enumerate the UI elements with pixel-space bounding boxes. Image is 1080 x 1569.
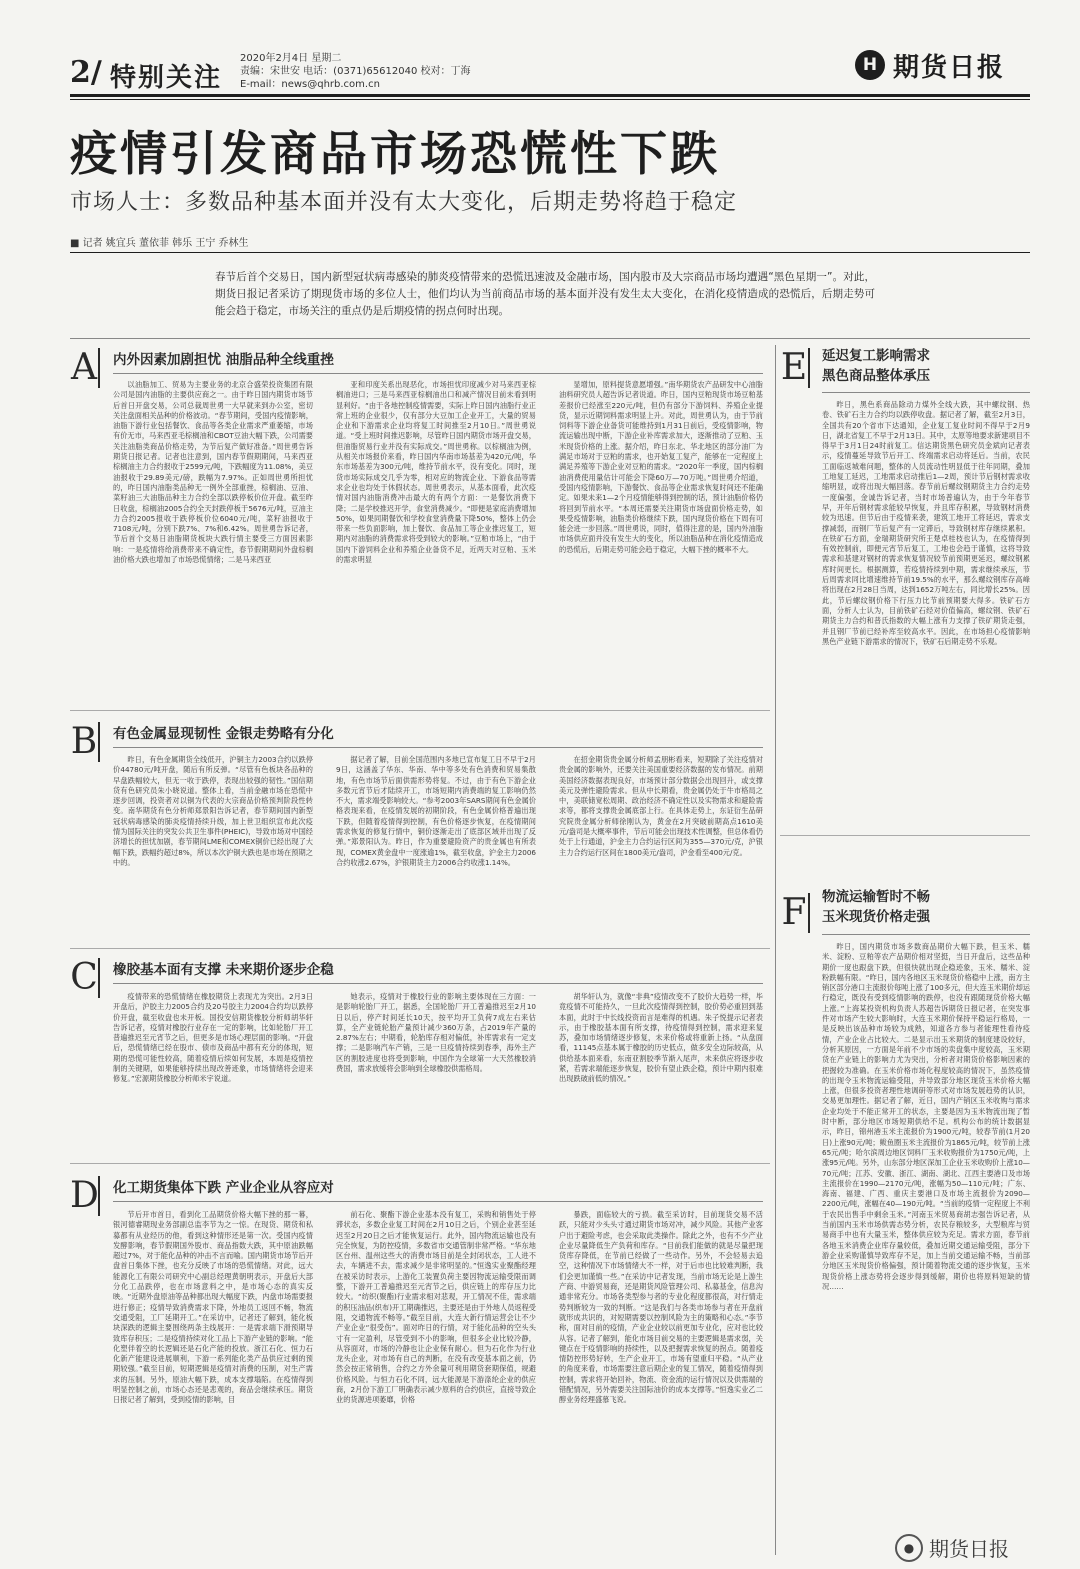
masthead — [855, 47, 1030, 83]
byline: ■ 记者 姚宜兵 董依菲 韩乐 王宁 乔林生 — [70, 238, 249, 249]
byline-rule — [70, 252, 1030, 253]
wechat-icon: ● — [895, 1534, 923, 1562]
section-b-column-2: 据记者了解，目前全国范围内多地已宣布复工日不早于2月9日，这涵盖了华东、华南、华中等多处有色消费和贸易集散地，有色市场节后面供需形势将复。不过，由于有色下游企业多数元宵节后才陆续开工，市场短期内消费端的复工影响仍然不大，需求端受影响较大。“参考2003年SARS期间有色金属价格表现来看，在疫情发展的初期阶段，有色金属价格普遍出现下跌，但随着疫情得到控制，有色价格逐步恢复，在疫情期间需求恢复的修复行情中，铜价逐渐走出了底部区域并出现了反弹。”郑景阳认为。昨日，作为重要避险资产的贵金属也有所表现，COMEX黄金盘中一度涨逾1%，截至收盘，沪金主力2006合约收涨2.67%，沪银期货主力2006合约收涨1.14%。 — [336, 755, 536, 867]
section-a-rule — [113, 373, 763, 374]
lead-rule — [70, 338, 1030, 339]
section-b-title: 有色金属显现韧性 金银走势略有分化 — [113, 726, 334, 742]
section-a-column-1: 以油脂加工、贸易为主要业务的北京合盛荣投资集团有限公司是国内油脂的主要供应商之一。由于昨日国内期货市场节后首日开盘交易，公司总裁周世勇一大早就来到办公室，密切关注盘面相关品种的价格波动。“春节期间，受国内疫情影响，油脂下游行业包括餐饮、食品等各类企业需求严重萎缩，市场有价无市，马来西亚毛棕榈油和CBOT豆油大幅下跌，公司需要关注油脂类商品价格走势，为节后复产做好准备。”周世勇告诉期货日报记者。记者也注意到，国内春节假期期间，马来西亚棕榈油主力合约报收于2599元/吨，下跌幅度为11.08%，美豆油报收于29.89美元/磅，跌幅为7.97%。正如周世勇所担忧的，昨日国内油脂类品种无一例外全部重挫，棕榈油、豆油、菜籽油三大油脂品种主力合约全部以跌停板价位开盘。截至昨日收盘，棕榈油2005合约全天封跌停板于5676元/吨，豆油主力合约2005报收于跌停板价位6040元/吨，菜籽油报收于7108元/吨，分别下跌7%、7%和6.42%。周世勇告诉记者，节后首个交易日油脂期货板块大跌行情主要受三方面因素影响：一是疫情将给消费带来不确定性，春节假期期间外盘棕榈油价格大跌也增加了市场恐慌情绪；二是马来西亚 — [113, 380, 313, 565]
logo-icon: H — [855, 50, 885, 80]
section-letter-a: A — [70, 348, 100, 388]
headline: 疫情引发商品市场恐慌性下跌 — [70, 127, 720, 182]
section-f-rule — [822, 934, 1030, 935]
section-a-column-2: 亚和印度关系出现恶化，市场担忧印度减少对马来西亚棕榈油进口；三是马来西亚棕榈油出口和减产情况目前未看到明显利好。“由于各地控制疫情需要，实际上昨日国内油脂行业正常上班的企业很少，仅有部分大豆加工企业开工，大量的贸易企业和下游需求企业均将复工时间推至2月10日。”周世勇说道。“受上班时间推迟影响，尽管昨日国内期货市场开盘交易，但油脂贸易行业并没有实际成交。”周世勇称。以棕榈油为例，从相关市场报价来看，昨日国内华南市场基差为420元/吨，华东市场基差为300元/吨，维持节前水平，没有变化。同时，现货市场实际成交几乎为零，相对应的物流企业、下游食品等需求企业也均处于休假状态。周世勇表示，从基本面看，此次疫情对国内油脂消费冲击最大的有两个方面：一是餐饮消费下降；二是学校推迟开学，食堂消费减少。“即便是家庭消费增加50%，如果同期餐饮和学校食堂消费量下降50%，整体上仍会带来一些负面影响，加上餐饮、食品加工等企业推迟复工，短期内对油脂的消费需求将受到较大的影响。”豆粕市场上，“由于国内下游饲料企业和养殖企业备货不足，近两天对豆粕、玉米的需求明显 — [336, 380, 536, 565]
section-b-end-rule — [70, 948, 770, 949]
section-a-end-rule — [70, 710, 770, 711]
section-c-end-rule — [70, 1163, 770, 1164]
section-c-rule — [113, 983, 763, 984]
email-line: E-mail：news@qhrb.com.cn — [240, 79, 380, 90]
section-d-column-2: 前石化、聚酯下游企业基本没有复工，采购和销售处于停滞状态，多数企业复工时间在2月10日之后，个别企业甚至延迟至2月20日之后才能恢复运行。此外，国内物流运输也没有完全恢复，为防控疫情，多数省市交通管制非常严格。“华东地区台州、温州这些大的消费市场目前是全封闭状态，工人进不去，车辆进不去，需求减少是非常明显的。”恒逸实业聚酯经理在被采访时表示，上游化工装置负荷主要因物流运输受限而调整，下游开工普遍推迟至元宵节之后，供应链上的库存压力比较大。“纺织(聚酯)行业需求相对悲观，开工情况不佳，需求端的积压油品(织布)开工期确推迟，主要还是由于外地人员返程受阻，交通物流不畅等。”截至目前，大连大新行情运营会让不少产业企业“很受伤”。面对昨日的行情，对于能化品种的空头头寸有一定盈利，尽管受到不小的影响，但很多企业比较冷静，从容面对，市场的冷静也让企业保有耐心。但为石化作为行业龙头企业，对市场有自己的判断，在没有改变基本面之前，仍然会按正常销售，合约之方外余量可利用期货套期保值，规避价格风险。与恒力石化不同，远大能源是下游涤纶企业的供应商，2月份下游工厂明确表示减少原料的合约供应，直接导致企业的货源进项萎靡，价格 — [336, 1210, 536, 1405]
section-c-column-2: 她表示，疫情对于橡胶行业的影响主要体现在三方面：一是影响轮胎厂开工，据悉，全国轮胎厂开工普遍推迟至2月10日以后，停产时间延长10天，按平均开工负荷7成左右来估算，全产业链轮胎产量预计减少360万条，占2019年产量的2.87%左右；中期看，轮胎库存相对偏低，补库需求有一定支撑；二是影响汽车产销，三是一旦疫情持续到春季，海外主产区的割胶进度也将受到影响，中国作为全球第一大天然橡胶消费国，需求放缓将会影响到全球橡胶供需格局。 — [336, 992, 536, 1074]
section-e-title-line-1: 延迟复工影响需求 — [822, 348, 930, 364]
section-e-body: 昨日，黑色系商品除动力煤外全线大跌，其中螺纹钢、热卷、铁矿石主力合约均以跌停收盘。据记者了解，截至2月3日，全国共有20个省市下达通知，企业复工复业时间不得早于2月9日，湖北省复工不早于2月13日。其中，太原等地要求新建项目不得早于3月1日24时前复工。信达期货黑色研究员金斌向记者表示，疫情蔓延导致节后开工、终端需求启动将延后。当前，农民工面临返城难问题，整体的人员流动性明显低于往年同期，叠加工地复工延迟，工地需求启动推后1—2周，预计节后钢材需求收缩明显，或将出现大幅回落。春节前后螺纹钢期货主力合约走势一度偏强，金诚告诉记者，当时市场普遍认为，由于今年春节早，开年后钢材需求能较早恢复，并且库存积累，导致钢材消费较为迅速。但节后由于疫情来袭，建筑工地开工将延迟，需求支撑减弱，而钢厂节后复产有一定滞后，导致钢材库存继续累积。在铁矿石方面，金瑞期货研究所王楚卓桂枝也认为，在疫情得到有效控制前，即便元宵节后复工，工地也会趋于谨慎，这将导致需求和基建对钢材的需求恢复情况较节前预期更延迟，螺纹钢累库时间更长。根据测算，若疫情持续到中期，需求继续承压，节后周需求同比增速维持节前19.5%的水平，那么螺纹钢库存高峰将出现在2月28日当周，达到1652万吨左右，同比增长25%。因此，节后螺纹钢价格下行压力比节前预期要大得多。铁矿石方面，分析人士认为，目前铁矿石经对价值偏高，螺纹钢、铁矿石期货主力合约和普氏指数的大幅上涨有力支撑了铁矿期货走强，并且钢厂节前已经补库至较高水平。因此，在市场担心疫情影响黑色产业链下游需求的情况下，铁矿石后期走势不乐观。 — [822, 400, 1030, 646]
masthead-title: 期货日报 — [893, 52, 1006, 83]
section-d-title: 化工期货集体下跌 产业企业从容应对 — [113, 1180, 334, 1196]
section-d-column-3: 暴跌，面临较大的亏损。截至采访时，目前现货交易不活跃，只能对少头头寸通过期货市场对冲，减少风险。其他产业客户出于避险考虑，也会采取此类操作。除此之外，也有不少产业企业尽量降低生产负荷和库存。“目前我们能做的就是尽量把现货库存降低，在节前已经做了一些动作。另外，不会轻易去追空，这种情况下市场情绪大不一样，对于后市也比较难判断，我们会更加谨慎一些。”在采访中记者发现，当前市场无论是上游生产商、中游贸易商，还是期货风险管理公司、私募基金，信息沟通非常充分。市场各类型参与者的专业化程度都很高，对行情走势判断较为一致的判断。“这是我们与各类市场参与者在开盘前就形成共识的，对短期需要以控制风险为主的策略和心态。”李节称，面对目前的疫情，产业企业较以前更加专业化，应对也比较从容。记者了解到，能化市场目前交易的主要逻辑是需求弱，关键点在于疫情影响的持续性，以及把握需求恢复的拐点。随着疫情防控形势好转，生产企业开工，市场有望重归平稳。“从产业的角度来看，市场需要注意后期企业的复工情况，随着疫情得到控制，需求将开始回补，物流、资金流的运行情况以及供需端的错配情况，另外需要关注国际油价的成本支撑等。”恒逸实业乙二醇业务经理盛慕飞说。 — [559, 1210, 763, 1405]
subheadline: 市场人士：多数品种基本面并没有太大变化，后期走势将趋于稳定 — [70, 190, 738, 215]
section-a-title: 内外因素加剧担忧 油脂品种全线重挫 — [113, 352, 334, 368]
header-rule-thin — [70, 99, 1030, 100]
section-b-column-3: 在招金期货贵金属分析师孟朋彬看来，短期除了关注疫情对贵金属的影响外，还要关注美国重要经济数据的发布情况。前期美国经济数据表现良好，市场预计部分数据会出现回升，或支撑美元及弹性避险需求。但从中长期看，贵金属仍处于牛市格局之中，美联储宽松周期、政治经济不确定性以及实物需求和避险需求等，都将支撑贵金属底部上行。在具体走势上，东证衍生品研究院贵金属分析师徐刚认为，黄金在2月突破前期高点1610美元/盎司是大概率事件，节后可能会出现技术性调整，但总体看仍处于上行通道，沪金主力合约运行区间为355—370元/克，沪银主力合约运行区间在1800美元/盎司，沪金看至400元/克。 — [559, 755, 763, 857]
watermark-text: 期货日报 — [929, 1537, 1009, 1561]
section-letter-c: C — [70, 958, 100, 998]
section-c-column-3: 胡华轩认为，就像“非典”疫情改变不了胶价大趋势一样，毕竟疫情不可能持久，一旦此次疫情得到控制，胶价势必重回到基本面，此时于中长线投资而言是难得的机遇。朱子悦提示记者表示，由于橡胶基本面有所支撑，待疫情得到控制，需求迎来复苏，叠加市场情绪逐步修复，未来价格或将重新上扬。“从盘面看，11145点基本属于橡胶的历史低点，做多安全边际较高，从供给基本面来看，东南亚割胶季节渐入尾声，未来供应将逐步收紧，若需求端能逐步恢复，胶价有望止跌企稳，预计中期内很难出现跌破前低的情况。” — [559, 992, 763, 1084]
section-letter-e: E — [780, 348, 810, 388]
section-a-column-3: 显增加，原料提货意愿增强。”南华期货农产品研发中心油脂油料研究员人超告诉记者说道。昨日，国内豆粕现货市场豆粕基差报价已经涨至220元/吨，但仍有部分下游饲料、养殖企业提货，显示近期饲料需求明显上升。对此，周世勇认为，由于节前饲料等下游企业备货可能维持到1月31日前后，受疫情影响，物流运输出现中断，下游企业补库需求加大，逐渐推动了豆粕、玉米现货价格的上涨。据介绍，昨日东北、华北地区的部分油厂为满足市场对于豆粕的需求，也开始复工复产，能够在一定程度上满足养殖等下游企业对豆粕的需求。“2020年一季度，国内棕榈油消费使用量估计可能会下降60万—70万吨。”周世勇介绍道，受国内疫情影响，下游餐饮、食品等企业需求恢复时间还不能确定。如果未来1—2个月疫情能够得到控制的话，预计油脂价格仍将回到节前水平。“本周还需要关注期货市场盘面价格走势，如果受疫情影响，油脂类价格继续下跌，国内现货价格在下周有可能会进一步回落。”周世勇说，同时，值得注意的是，国内外油脂市场供应面并没有发生大的变化，所以油脂品种在消化疫情造成的恐慌后，后期走势可能会趋于稳定，大幅下挫的概率不大。 — [559, 380, 763, 554]
section-d-rule — [113, 1201, 763, 1202]
section-b-rule — [113, 747, 763, 748]
page-number: 2/ — [70, 55, 102, 90]
header-rule — [70, 94, 1030, 97]
lead-paragraph: 春节后首个交易日，国内新型冠状病毒感染的肺炎疫情带来的恐慌迅速波及金融市场，国内股市及大宗商品市场均遭遇“黑色星期一”。对此，期货日报记者采访了期现货市场的多位人士，他们均认为当前商品市场的基本面并没有发生太大变化，在消化疫情造成的恐慌后，后期走势可能会趋于稳定，市场关注的重点仍是后期疫情的拐点何时出现。 — [215, 271, 875, 317]
section-f-title-line-2: 玉米现货价格走强 — [822, 909, 930, 925]
section-e-end-rule — [780, 835, 1030, 836]
date-line: 2020年2月4日 星期二 — [240, 53, 342, 64]
section-letter-d: D — [70, 1175, 99, 1216]
section-e-rule — [822, 392, 1030, 393]
section-c-title: 橡胶基本面有支撑 未来期价逐步企稳 — [113, 962, 334, 978]
section-b-column-1: 昨日，有色金属期货全线低开，沪铜主力2003合约以跌停价44780元/吨开盘，随后有所反弹。“尽管有色板块各品种的早盘跌幅较大，但无一收于跌停，表现出较强的韧性。”国信期货有色研究员朱小晓说道。整体上看，当前金融市场在恐慌中逐步回调，投资者对以铜为代表的大宗商品价格预判阶段性转变。南华期货有色分析师郑景阳告诉记者，春节期间国内新型冠状病毒感染的肺炎疫情持续升级，加上世卫组织宣布此次疫情为国际关注的突发公共卫生事件(PHEIC)，导致市场对中国经济增长的担忧加剧，春节期间LME和COMEX铜价已经出现了大幅下跌，跌幅约超过8%，所以本次沪铜大跌也是市场在预期之中的。 — [113, 755, 313, 867]
section-d-column-1: 节后开市首日，看到化工品期货价格大幅下挫的那一幕，银河德睿期现业务部副总监李节为之一惊。在现货、期货和私募都有从业经历的他，看到这种情形还是第一次。受国内疫情发酵影响，春节假期国外股市、商品指数大跌，其中原油跌幅超过7%，对于能化品种的冲击不言而喻。国内期货市场节后开盘首日集体下挫，也充分反映了市场的恐慌情绪。对此，远大能源化工有限公司研究中心副总经理黄朝明表示，开盘后大部分化工品跌停，也在市场意料之中，是市场心态的真实反映。“近期外盘原油等品种都出现大幅度下跌，内盘市场需要报进行修正；疫情导致消费需求下降，外地员工返回不畅，物流交通受阻，工厂延期开工。”在采访中，记者还了解到，能化板块深跌的逻辑主要围绕两条主线展开：一是需求端下滑预期导致库存积压；二是疫情持续对化工品上下游产业链的影响。“能化塑伴着空的长逻辑还是石化产能的投放。浙江石化、恒力石化新产能建设进展顺利，下游一系列能化类产品供应过剩的预期较强。”截至目前，短期逻辑是疫情对消费的压制，对生产需求的压制。另外，原油大幅下跌，成本支撑塌陷。在疫情得到明显控制之前，市场心态还是悲观的，商品会继续承压。期货日报记者了解到，受到疫情的影响，目 — [113, 1210, 313, 1405]
section-f-title-line-1: 物流运输暂时不畅 — [822, 889, 930, 905]
section-c-column-1: 疫情带来的恐慌情绪在橡胶期货上表现尤为突出。2月3日开盘后，沪胶主力2005合约及20号胶主力2004合约均以跌停价开盘，截至收盘也未开板。国投安信期货橡胶分析师胡华轩告诉记者，疫情对橡胶行业存在一定的影响，比如轮胎厂开工普遍推迟至元宵节之后，但更多是市场心理层面的影响。“开盘后，恐慌情绪已经在股市、债市及商品中都有充分的体现，短期的恐慌可能性较高，随着疫情后续如何发展，本周是疫情控制的关键期，如果能够持续出现改善迹象，市场情绪将会迎来修复。”宏源期货橡胶分析师米宇说道。 — [113, 992, 313, 1084]
editor-line: 责编：宋世安 电话：(0371)65612040 校对：丁海 — [240, 66, 471, 77]
section-e-title-line-2: 黑色商品整体承压 — [822, 368, 930, 384]
section-f-body: 昨日，国内期货市场多数商品期价大幅下跌，但玉米、糯米、淀粉、豆粕等农产品期价相对坚挺，当日开盘后，这些品种期价一度也跟盘下跌，但很快就出现企稳迹象，玉米、糯米、淀粉跌幅有限。“昨日，国内各地区玉米现货价格稳中上涨，南方主销区部分港口主流报价每吨上涨了100多元，但大连玉米期价却运行稳定，既没有受到疫情影响的跌停，也没有跟随现货价格大幅上涨。”上海某投资机构负责人苏超告诉期货日报记者，在突发事件对市场产生较大影响时，大连玉米期价保持平稳运行格局，一是反映出该品种市场较为成熟，知道各方参与者能理性看待疫情，产业企业占比较大。二是显示出玉米期货的制度建设较好，分析其原因，一方面是年前不少市场的卖盘集中度较高，玉米期货在产业链上的影响力尤为突出，分析者对期货价格影响因素的把握较为准确。在玉米价格市场化程度较高的情况下，虽然疫情的出现令玉米物流运输受阻，并导致部分地区现货玉米价格大幅上涨，但很多投资者理性地调研等形式对市场发展趋势的认识，交易更加理性。据记者了解，近日，国内产销区玉米收购与需求企业均处于不能正常开工的状态，主要是因为玉米物流出现了暂时中断，部分地区市场短期供给不足。机构公布的统计数据显示，昨日，锦州港玉米主流报价为1900元/吨，较春节前(1月20日)上涨90元/吨；鲅鱼圈玉米主流报价为1865元/吨，较节前上涨65元/吨；哈尔滨周边地区饲料厂玉米收购报价为1750元/吨，上涨95元/吨。另外，山东部分地区深加工企业玉米收购价上涨10—70元/吨；江苏、安徽、浙江、湖南、湖北、江西主要港口及市场主流报价在1990—2170元/吨，涨幅为50—110元/吨；广东、海南、福建、广西、重庆主要港口及市场主流报价为2090—2200元/吨，涨幅在40—190元/吨。“当前的疫情一定程度上不利于农民出售手中剩余玉米。”河南玉米贸易商胡志强告诉记者，从当前国内玉米市场供需态势分析，农民存粮较多，大型粮库与贸易商手中也有大量玉米，整体供应较为充足。需求方面，春节前各地玉米消费企业库存量较低，叠加近期交通运输受阻，部分下游企业采购谨慎导致库存不足，加上当前交通运输不畅，当前部分地区玉米现货价格偏强，预计随着物流交通的逐步恢复，玉米现货价格上涨态势将会逐步得到缓解，期价也将原料短缺的情况…… — [822, 942, 1030, 1291]
section-letter-f: F — [780, 893, 810, 933]
column-divider — [775, 345, 776, 1555]
wechat-watermark — [895, 1533, 1009, 1562]
section-letter-b: B — [70, 722, 100, 762]
section-name: 特别关注 — [110, 63, 223, 93]
